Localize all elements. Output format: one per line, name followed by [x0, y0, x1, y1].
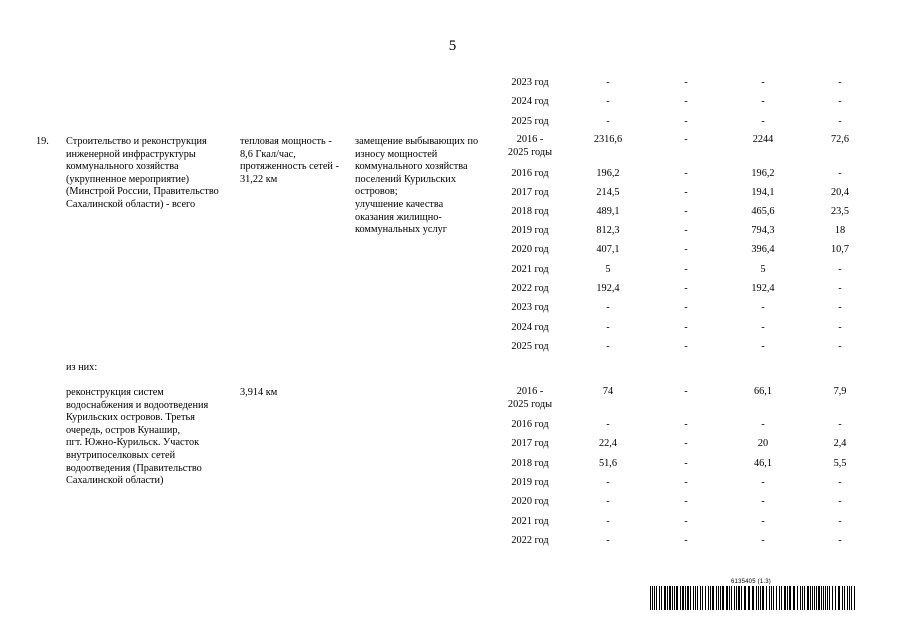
page-number: 5: [448, 38, 457, 54]
barcode: [650, 586, 858, 610]
value-cell: -: [684, 187, 688, 198]
value-cell: 72,6: [830, 134, 850, 145]
value-cell: -: [838, 322, 842, 333]
table-row: [490, 438, 860, 457]
value-cell: -: [838, 77, 842, 88]
value-cell: -: [606, 535, 610, 546]
value-cell: -: [684, 264, 688, 275]
value-cell: -: [684, 322, 688, 333]
value-cell: -: [684, 477, 688, 488]
year-cell: 2016 - 2025 годы: [507, 134, 553, 158]
year-cell: 2018 год: [511, 206, 549, 217]
value-cell: -: [684, 244, 688, 255]
year-cell: 2020 год: [511, 496, 549, 507]
year-cell: 2019 год: [511, 225, 549, 236]
item-capacity: тепловая мощность - 8,6 Гкал/час, протяженность сетей - 31,22 км: [240, 136, 339, 185]
table-row: [490, 77, 860, 96]
barcode-label: 6135405 (1.3): [731, 579, 771, 585]
value-cell: 22,4: [598, 438, 618, 449]
value-cell: -: [838, 168, 842, 179]
value-cell: 10,7: [830, 244, 850, 255]
table-row: [490, 225, 860, 244]
value-cell: 489,1: [596, 206, 620, 217]
value-cell: 74: [602, 386, 614, 397]
table-row: [490, 322, 860, 341]
value-cell: 18: [834, 225, 846, 236]
year-cell: 2024 год: [511, 96, 549, 108]
table-row: [490, 206, 860, 225]
value-cell: 66,1: [753, 386, 773, 397]
of-them-label: из них:: [66, 362, 98, 373]
value-cell: -: [684, 283, 688, 294]
value-cell: -: [838, 302, 842, 313]
year-cell: 2017 год: [511, 187, 549, 198]
value-cell: -: [684, 341, 688, 352]
table-row: [490, 134, 860, 158]
value-cell: 196,2: [751, 168, 775, 179]
year-cell: 2016 год: [511, 419, 549, 430]
year-cell: 2023 год: [511, 302, 549, 313]
value-cell: 214,5: [596, 187, 620, 198]
value-cell: -: [761, 302, 765, 313]
year-cell: 2021 год: [511, 516, 549, 527]
table-row: [490, 535, 860, 554]
value-cell: -: [761, 341, 765, 352]
table-row: [490, 516, 860, 535]
table-row: [490, 302, 860, 321]
value-cell: -: [761, 419, 765, 430]
year-cell: 2021 год: [511, 264, 549, 275]
value-cell: -: [684, 496, 688, 507]
value-cell: 196,2: [596, 168, 620, 179]
table-row: [490, 419, 860, 438]
table-row: [490, 477, 860, 496]
value-cell: -: [684, 386, 688, 397]
value-cell: -: [838, 115, 842, 127]
value-cell: -: [684, 77, 688, 88]
value-cell: -: [838, 264, 842, 275]
value-cell: 194,1: [751, 187, 775, 198]
value-cell: -: [761, 322, 765, 333]
year-cell: 2025 год: [511, 341, 549, 352]
subitem-capacity: 3,914 км: [240, 387, 278, 398]
value-cell: 7,9: [833, 386, 847, 397]
value-cell: 20,4: [830, 187, 850, 198]
value-cell: -: [684, 458, 688, 469]
table-row: [490, 458, 860, 477]
value-cell: -: [761, 477, 765, 488]
value-cell: 51,6: [598, 458, 618, 469]
value-cell: -: [684, 225, 688, 236]
value-cell: -: [761, 496, 765, 507]
value-cell: -: [684, 302, 688, 313]
item-name: Строительство и реконструкция инженерной инфраструктуры коммунального хозяйства (укрупненное мероприятие) (Минстрой России, Правительство Сахалинской области) - всего: [66, 136, 219, 210]
item-result: замещение выбывающих по износу мощностей коммунального хозяйства поселений Курильских островов; улучшение качества оказания жилищно- коммунальных услуг: [355, 136, 479, 236]
year-cell: 2025 год: [511, 115, 549, 127]
value-cell: -: [761, 535, 765, 546]
value-cell: -: [761, 77, 765, 88]
value-cell: -: [761, 115, 765, 127]
value-cell: -: [761, 96, 765, 108]
table-row: [490, 116, 860, 135]
value-cell: -: [684, 115, 688, 127]
value-cell: -: [606, 322, 610, 333]
value-cell: 465,6: [751, 206, 775, 217]
value-cell: -: [838, 535, 842, 546]
value-cell: 2,4: [833, 438, 847, 449]
value-cell: -: [684, 438, 688, 449]
year-cell: 2022 год: [511, 535, 549, 546]
value-cell: -: [838, 283, 842, 294]
value-cell: 396,4: [751, 244, 775, 255]
value-cell: -: [838, 516, 842, 527]
value-cell: 46,1: [753, 458, 773, 469]
table-row: [490, 496, 860, 515]
value-cell: -: [761, 516, 765, 527]
item-number: 19.: [36, 136, 49, 147]
year-cell: 2016 - 2025 годы: [507, 386, 553, 410]
value-cell: -: [684, 168, 688, 179]
value-cell: -: [838, 496, 842, 507]
table-row: [490, 341, 860, 360]
year-cell: 2016 год: [511, 168, 549, 179]
table-row: [490, 283, 860, 302]
year-cell: 2024 год: [511, 322, 549, 333]
value-cell: -: [684, 535, 688, 546]
value-cell: -: [838, 341, 842, 352]
year-cell: 2018 год: [511, 458, 549, 469]
table-row: [490, 96, 860, 115]
value-cell: 5: [760, 264, 766, 275]
table-row: [490, 168, 860, 187]
value-cell: 5,5: [833, 458, 847, 469]
table-row: [490, 187, 860, 206]
year-cell: 2019 год: [511, 477, 549, 488]
value-cell: -: [606, 96, 610, 108]
value-cell: 812,3: [596, 225, 620, 236]
value-cell: -: [606, 77, 610, 88]
value-cell: -: [838, 477, 842, 488]
year-cell: 2022 год: [511, 283, 549, 294]
value-cell: -: [606, 516, 610, 527]
value-cell: 2244: [752, 134, 774, 145]
value-cell: -: [606, 302, 610, 313]
value-cell: -: [684, 134, 688, 145]
table-row: [490, 244, 860, 263]
value-cell: 2316,6: [593, 134, 623, 145]
value-cell: -: [606, 477, 610, 488]
year-cell: 2023 год: [511, 77, 549, 88]
value-cell: -: [684, 206, 688, 217]
value-cell: -: [606, 419, 610, 430]
table-row: [490, 386, 860, 410]
value-cell: 20: [757, 438, 769, 449]
year-cell: 2017 год: [511, 438, 549, 449]
value-cell: -: [606, 115, 610, 127]
value-cell: -: [684, 419, 688, 430]
subitem-name: реконструкция систем водоснабжения и водоотведения Курильских островов. Третья очередь, остров Кунашир, пгт. Южно-Курильск. Участок внутрипоселковых сетей водоотведения (Правительство Сахалинской области): [66, 387, 209, 487]
value-cell: 192,4: [751, 283, 775, 294]
year-cell: 2020 год: [511, 244, 549, 255]
value-cell: -: [606, 341, 610, 352]
value-cell: 407,1: [596, 244, 620, 255]
value-cell: 5: [605, 264, 611, 275]
value-cell: -: [606, 496, 610, 507]
table-row: [490, 264, 860, 283]
value-cell: -: [838, 419, 842, 430]
value-cell: -: [684, 96, 688, 108]
value-cell: 23,5: [830, 206, 850, 217]
value-cell: -: [684, 516, 688, 527]
value-cell: 192,4: [596, 283, 620, 294]
value-cell: -: [838, 96, 842, 108]
value-cell: 794,3: [751, 225, 775, 236]
